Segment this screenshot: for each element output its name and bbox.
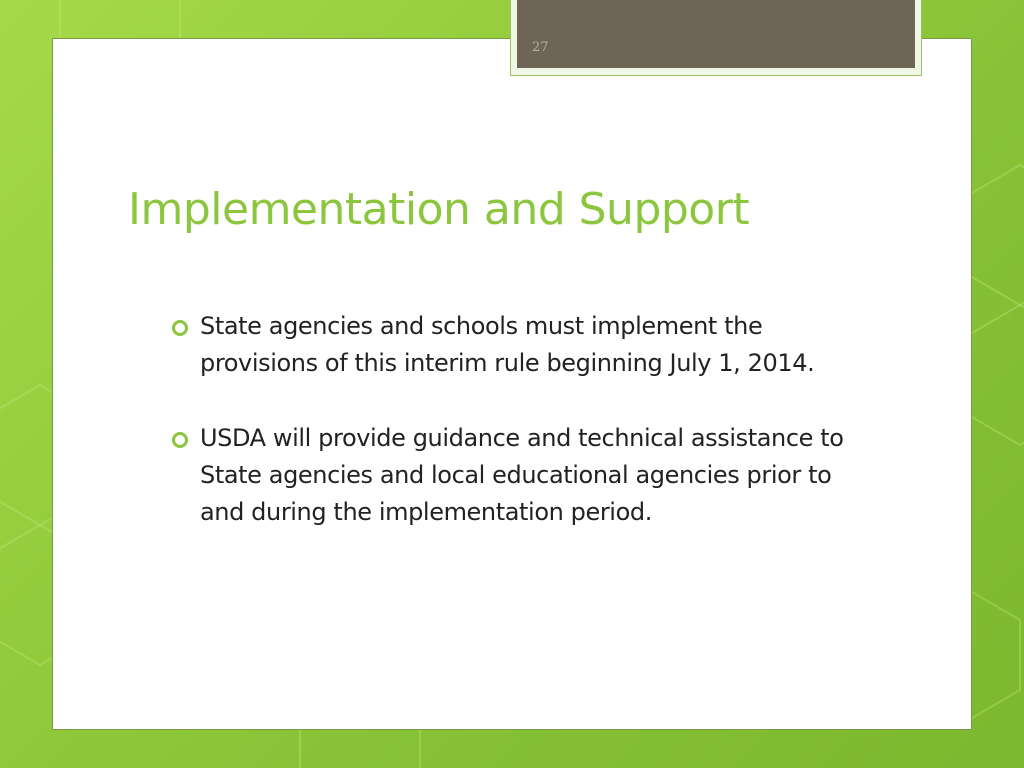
bullet-ring-icon (172, 320, 188, 336)
slide-number-tab-fill (517, 0, 915, 68)
bullet-text: State agencies and schools must implement the provisions of this interim rule beginning July 1, 2014. (200, 312, 815, 377)
bullet-text: USDA will provide guidance and technical assistance to State agencies and local educational agencies prior to and during the implementation period. (200, 424, 844, 526)
slide-number: 27 (532, 40, 549, 55)
bullet-item (170, 420, 860, 531)
bullet-list (170, 308, 860, 569)
slide-number-tab (510, 0, 922, 76)
slide-title: Implementation and Support (128, 184, 750, 235)
bullet-ring-icon (172, 432, 188, 448)
bullet-item (170, 308, 860, 382)
